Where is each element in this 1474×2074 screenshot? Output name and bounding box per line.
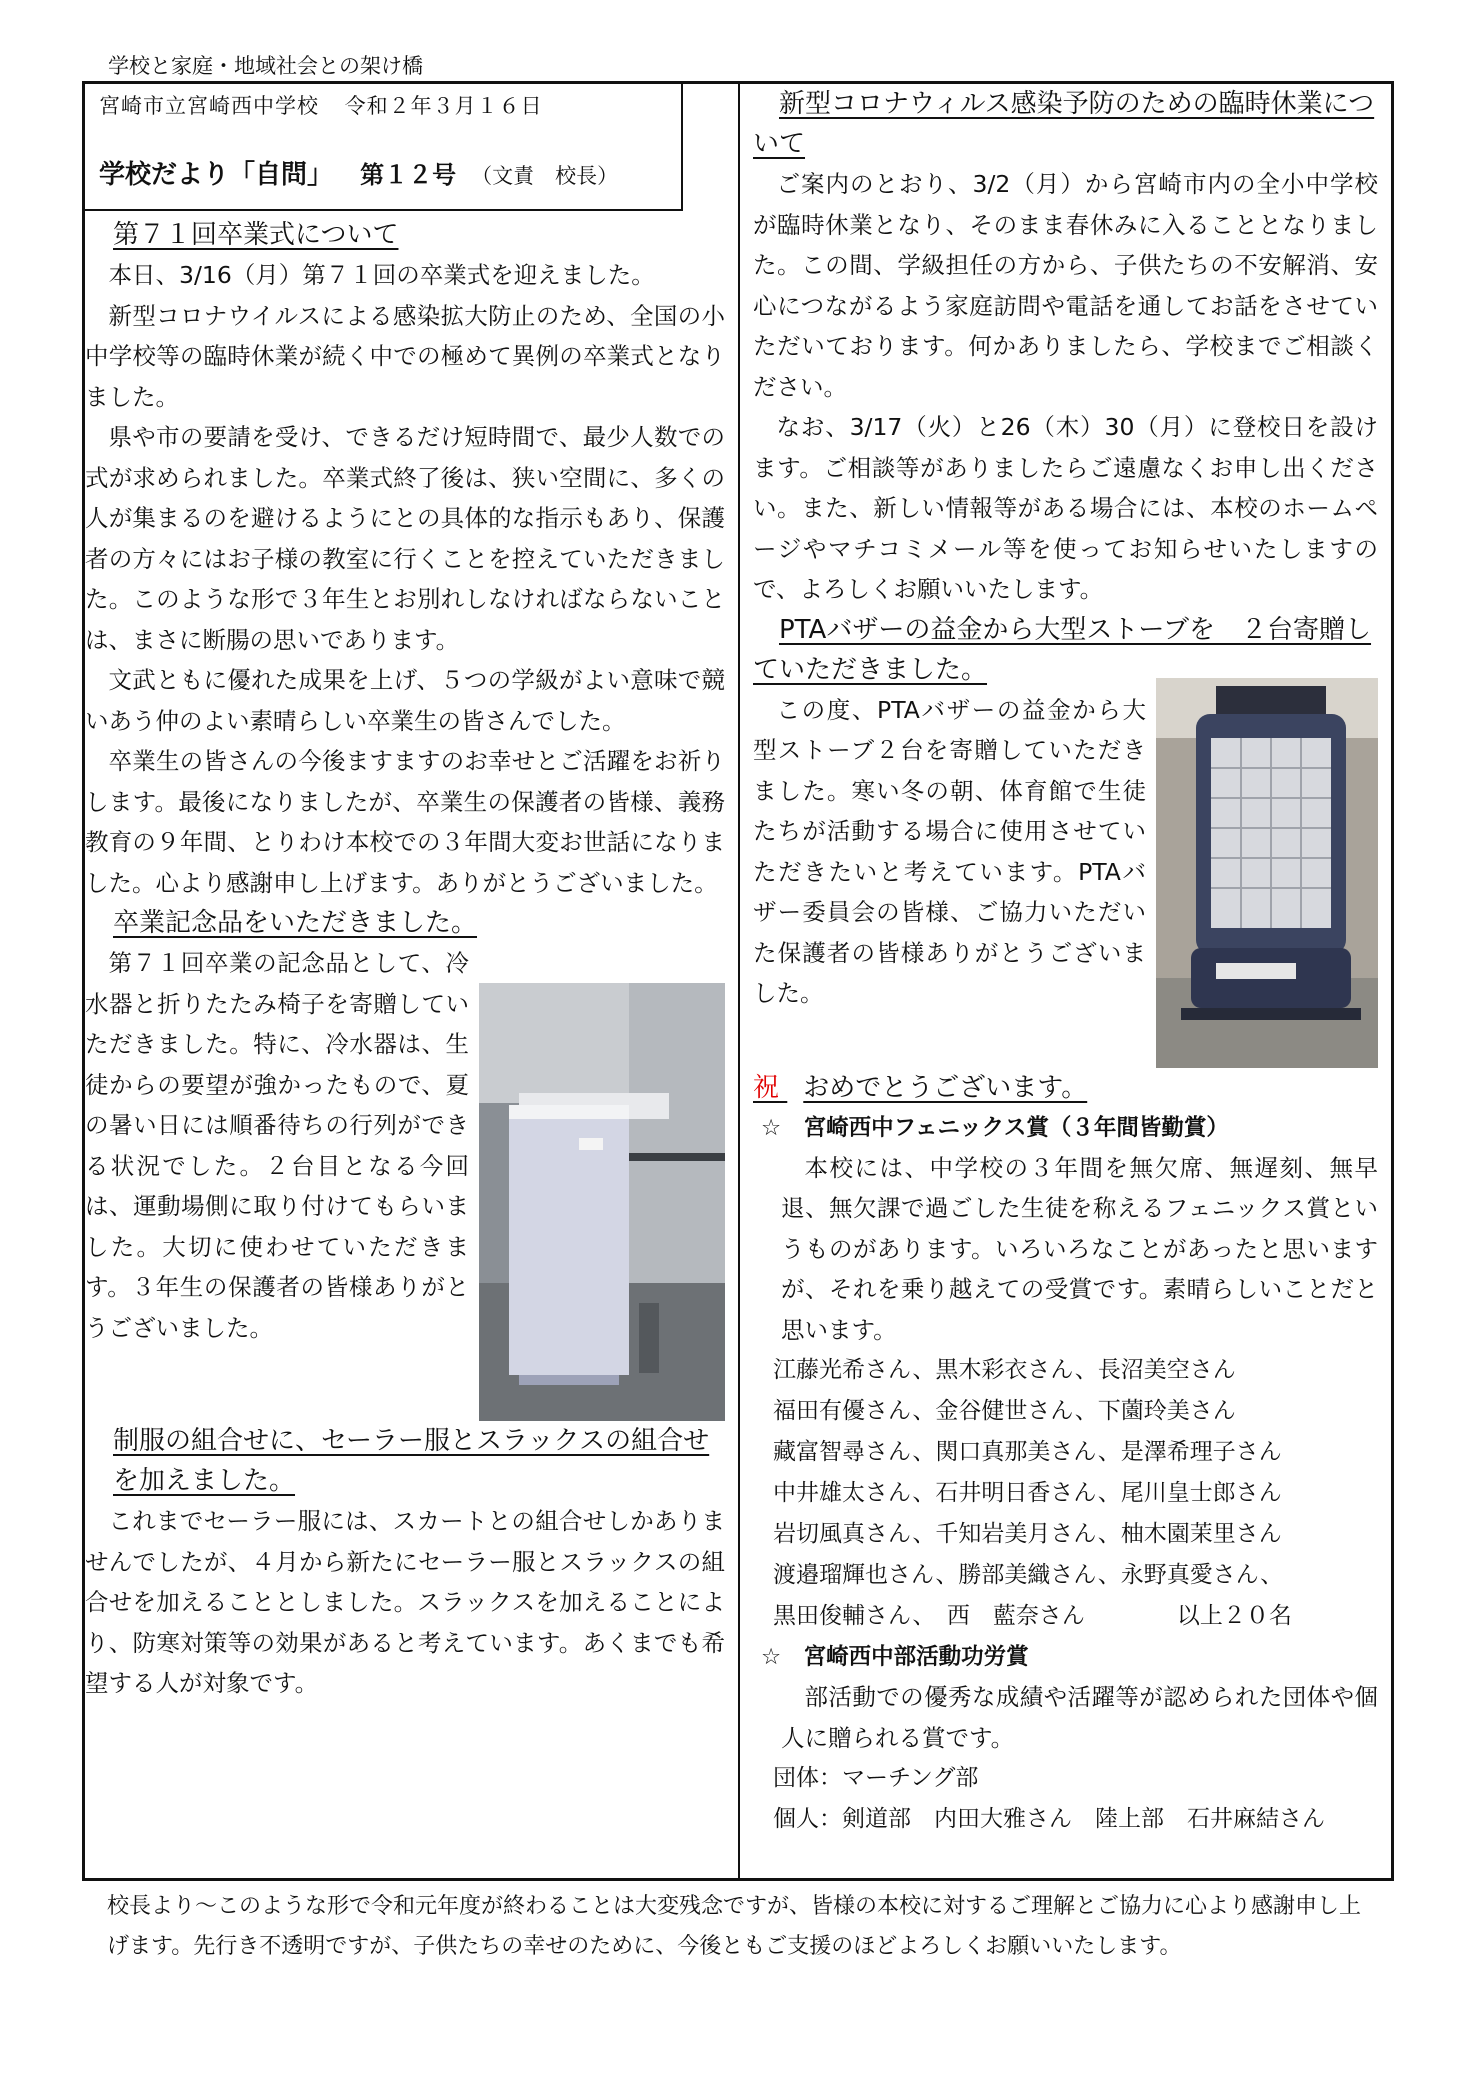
paragraph: 卒業生の皆さんの今後ますますのお幸せとご活躍をお祈りします。最後になりましたが、卒業生の保護者の皆様、義務教育の９年間、とりわけ本校での３年間大変お世話になりました。心より感謝申し上げます。ありがとうございました。 xyxy=(85,747,725,897)
paragraph: ご案内のとおり、3/2（月）から宮崎市内の全小中学校が臨時休業となり、そのまま春休みに入ることとなりました。この間、学級担任の方から、子供たちの不安解消、安心につながるよう家庭訪問や電話を通してお話をさせていただいております。何かありましたら、学校までご相談ください。 xyxy=(753,170,1378,401)
award-description-phoenix xyxy=(753,1148,1378,1351)
section-heading-uniform: 制服の組合せに、セーラー服とスラックスの組合せを加えました。 xyxy=(113,1426,710,1496)
paragraph: 本日、3/16（月）第７１回の卒業式を迎えました。 xyxy=(108,261,655,289)
section-heading-congratulations xyxy=(753,1068,1378,1108)
graduation-body xyxy=(85,255,725,903)
masthead xyxy=(85,84,683,211)
school-name: 宮崎市立宮崎西中学校 xyxy=(99,94,319,118)
celebration-mark: 祝 xyxy=(753,1072,780,1103)
list-item: 福田有優さん、金谷健世さん、下薗玲美さん xyxy=(773,1398,1236,1424)
stove-photo xyxy=(1156,678,1378,1068)
list-item: 渡邉瑠輝也さん、勝部美織さん、永野真愛さん、 xyxy=(773,1562,1284,1588)
section-heading-school-closure: 新型コロナウィルス感染予防のための臨時休業について xyxy=(753,89,1375,159)
principal-message: 校長より～このような形で令和元年度が終わることは大変残念ですが、皆様の本校に対するご理解とご協力に心より感謝申し上げます。先行き不透明ですが、子供たちの幸せのために、今後ともご支援のほどよろしくお願いいたします。 xyxy=(107,1894,1362,1959)
paragraph: 文武ともに優れた成果を上げ、５つの学級がよい意味で競いあう仲のよい素晴らしい卒業生の皆さんでした。 xyxy=(85,666,725,735)
list-item: 江藤光希さん、黒木彩衣さん、長沼美空さん xyxy=(773,1357,1236,1383)
section-heading-commemorative-gift: 卒業記念品をいただきました。 xyxy=(113,908,478,938)
issue-number: 第１２号 xyxy=(360,161,457,189)
paragraph: なお、3/17（火）と26（木）30（月）に登校日を設けます。ご相談等がありましたらご遠慮なくお申し出ください。また、新しい情報等がある場合には、本校のホームページやマチコミメール等を使ってお知らせいたしますので、よろしくお願いいたします。 xyxy=(753,413,1378,603)
paragraph: これまでセーラー服には、スカートとの組合せしかありませんでしたが、４月から新たにセーラー服とスラックスの組合せを加えることとしました。スラックスを加えることにより、防寒対策等の効果があると考えています。あくまでも希望する人が対象です。 xyxy=(85,1507,725,1697)
column-divider xyxy=(738,84,740,1878)
paragraph: 部活動での優秀な成績や活躍等が認められた団体や個人に贈られる賞です。 xyxy=(781,1683,1378,1752)
right-column xyxy=(753,84,1378,1878)
award-individual: 個人：剣道部 内田大雅さん 陸上部 石井麻結さん xyxy=(773,1806,1325,1832)
responsibility-note: （文責 校長） xyxy=(471,164,619,188)
gift-body xyxy=(85,943,725,1421)
award-names-list xyxy=(753,1350,1378,1637)
issue-date: 令和２年３月１６日 xyxy=(344,94,543,118)
paragraph: この度、PTAバザーの益金から大型ストーブ２台を寄贈していただきました。寒い冬の朝、体育館で生徒たちが活動する場合に使用させていただきたいと考えています。PTAバザー委員会の皆様、ご協力いただいた保護者の皆様ありがとうございました。 xyxy=(753,695,1146,1007)
list-item: 藏富智尋さん、関口真那美さん、是澤希理子さん xyxy=(773,1439,1282,1465)
section-heading-graduation: 第７１回卒業式について xyxy=(113,220,399,250)
award-description-club xyxy=(753,1677,1378,1758)
award-title-phoenix: ☆ 宮崎西中フェニックス賞（３年間皆勤賞） xyxy=(761,1114,1229,1141)
tagline: 学校と家庭・地域社会との架け橋 xyxy=(108,54,423,78)
award-group: 団体：マーチング部 xyxy=(773,1765,979,1791)
water-cooler-photo xyxy=(479,983,725,1421)
left-column xyxy=(85,84,725,1878)
list-item: 中井雄太さん、石井明日香さん、尾川皇士郎さん xyxy=(773,1480,1282,1506)
list-item: 岩切風真さん、千知岩美月さん、柚木園茉里さん xyxy=(773,1521,1282,1547)
award-title-club: ☆ 宮崎西中部活動功労賞 xyxy=(761,1644,1029,1670)
paragraph: 新型コロナウイルスによる感染拡大防止のため、全国の小中学校等の臨時休業が続く中での極めて異例の卒業式となりました。 xyxy=(85,301,725,411)
stove-body xyxy=(753,690,1378,1068)
paragraph: 県や市の要請を受け、できるだけ短時間で、最少人数での式が求められました。卒業式終了後は、狭い空間に、多くの人が集まるのを避けるようにとの具体的な指示もあり、保護者の方々にはお子様の教室に行くことを控えていただきました。このような形で３年生とお別れしなければならないことは、まさに断腸の思いであります。 xyxy=(85,423,725,654)
newsletter-title: 学校だより「自問」 xyxy=(99,160,334,190)
paragraph: 第７１回卒業の記念品として、冷水器と折りたたみ椅子を寄贈していただきました。特に、冷水器は、生徒からの要望が強かったもので、夏の暑い日には順番待ちの行列ができる状況でした。２台目となる今回は、運動場側に取り付けてもらいました。大切に使わせていただきます。３年生の保護者の皆様ありがとうございました。 xyxy=(85,949,469,1342)
paragraph: 本校には、中学校の３年間を無欠席、無遅刻、無早退、無欠課で過ごした生徒を称えるフェニックス賞というものがあります。いろいろなことがあったと思いますが、それを乗り越えての受賞です。素晴らしいことだと思います。 xyxy=(781,1153,1378,1344)
section-heading-stove-donation: PTAバザーの益金から大型ストーブを ２台寄贈していただきました。 xyxy=(753,614,1372,685)
list-item: 黒田俊輔さん、 西 藍奈さん 以上２０名 xyxy=(773,1603,1292,1629)
congratulations-text: おめでとうございます。 xyxy=(803,1072,1088,1103)
